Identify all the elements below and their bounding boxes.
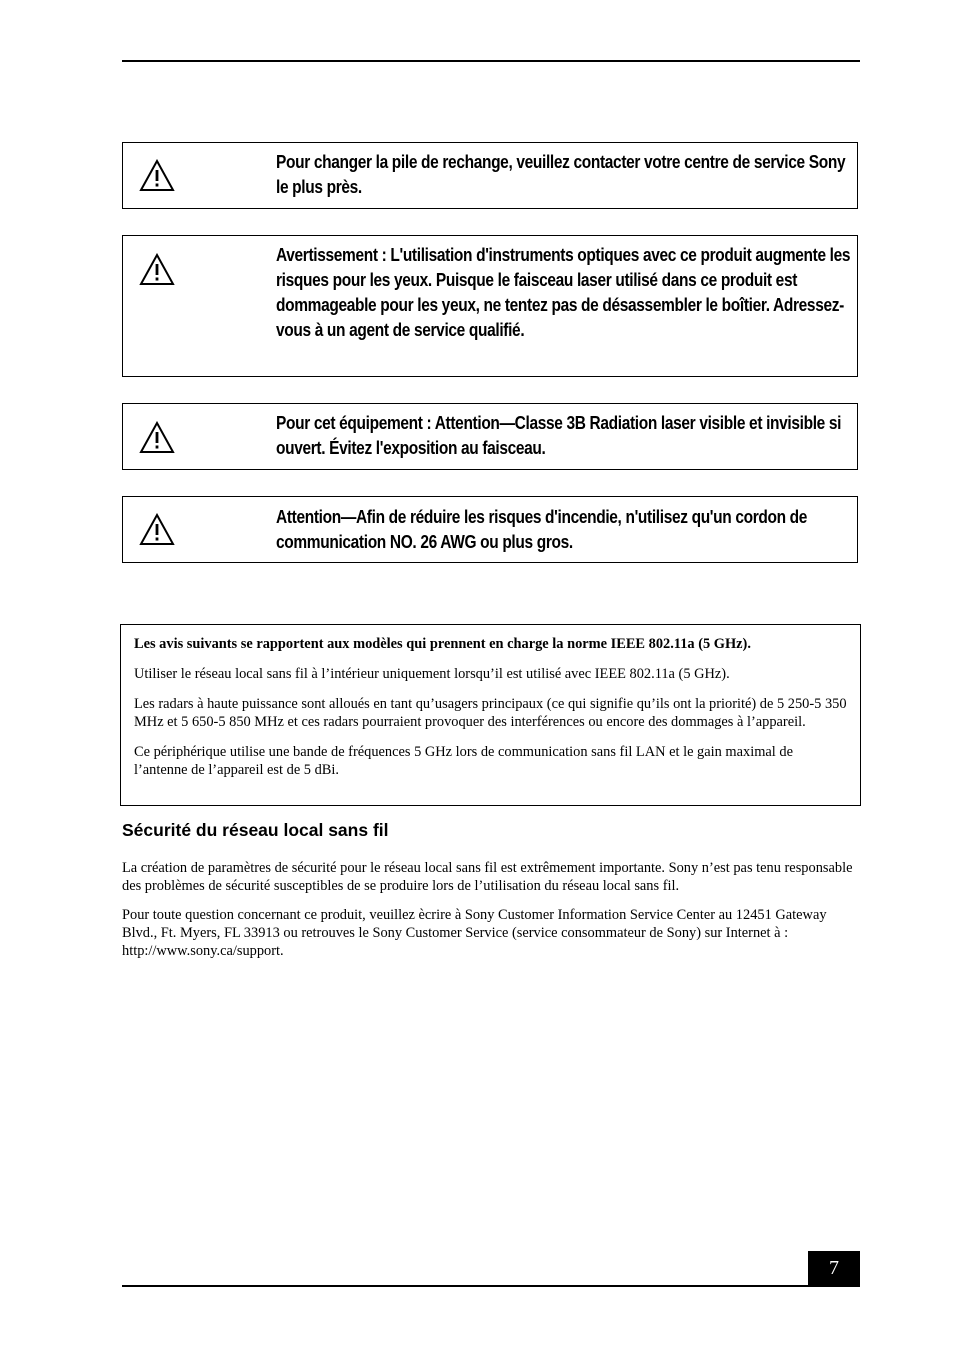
section-heading: Sécurité du réseau local sans fil xyxy=(122,820,389,840)
top-rule xyxy=(122,60,860,62)
notice-paragraph: Utiliser le réseau local sans fil à l’intérieur uniquement lorsqu’il est utilisé avec IEEE 802.11a (5 GHz). xyxy=(134,666,730,682)
warning-box-battery xyxy=(122,142,858,209)
notice-paragraph: Ce périphérique utilise une bande de fréquences 5 GHz lors de communication sans fil LAN et le gain maximal de l’antenne de l’appareil est de 5 dBi. xyxy=(134,744,793,778)
section-paragraph: La création de paramètres de sécurité pour le réseau local sans fil est extrêmement importante. Sony n’est pas tenu responsable des problèmes de sécurité susceptibles de se produire lors de l’utilisation du réseau local sans fil. xyxy=(122,860,853,894)
notice-title: Les avis suivants se rapportent aux modèles qui prennent en charge la norme IEEE 802.11a (5 GHz). xyxy=(134,636,751,652)
notice-paragraph: Les radars à haute puissance sont alloués en tant qu’usagers principaux (ce qui signifie qu’ils ont la priorité) de 5 250-5 350 MHz et 5 650-5 850 MHz et ces radars pourraient provoquer des interférences ou encore des dommages à l’appareil. xyxy=(134,696,847,730)
section-paragraph: Pour toute question concernant ce produit, veuillez ècrire à Sony Customer Information Service Center au 12451 Gateway Blvd., Ft. Myers, FL 33913 ou retrouves le Sony Customer Service (service consommateur de Sony) sur Internet à : http://www.sony.ca/support. xyxy=(122,907,827,959)
warning-box-fire xyxy=(122,496,858,563)
warning-box-class3b xyxy=(122,403,858,470)
warning-triangle-icon xyxy=(139,421,175,454)
bottom-rule xyxy=(122,1285,860,1287)
warning-text: Pour changer la pile de rechange, veuillez contacter votre centre de service Sony le plus près. xyxy=(276,152,846,197)
page-number: 7 xyxy=(808,1251,860,1287)
warning-triangle-icon xyxy=(139,513,175,546)
warning-box-laser xyxy=(122,235,858,377)
ieee-notice-box xyxy=(120,624,861,806)
warning-triangle-icon xyxy=(139,159,175,192)
warning-text: Attention—Afin de réduire les risques d'incendie, n'utilisez qu'un cordon de communication NO. 26 AWG ou plus gros. xyxy=(276,507,808,552)
warning-text: Avertissement : L'utilisation d'instruments optiques avec ce produit augmente les risques pour les yeux. Puisque le faisceau laser utilisé dans ce produit est dommageable pour les yeux, ne tentez pas de désassembler le boîtier. Adressez-vous à un agent de service qualifié. xyxy=(276,245,851,340)
warning-triangle-icon xyxy=(139,253,175,286)
warning-text: Pour cet équipement : Attention—Classe 3B Radiation laser visible et invisible si ouvert. Évitez l'exposition au faisceau. xyxy=(276,413,842,458)
